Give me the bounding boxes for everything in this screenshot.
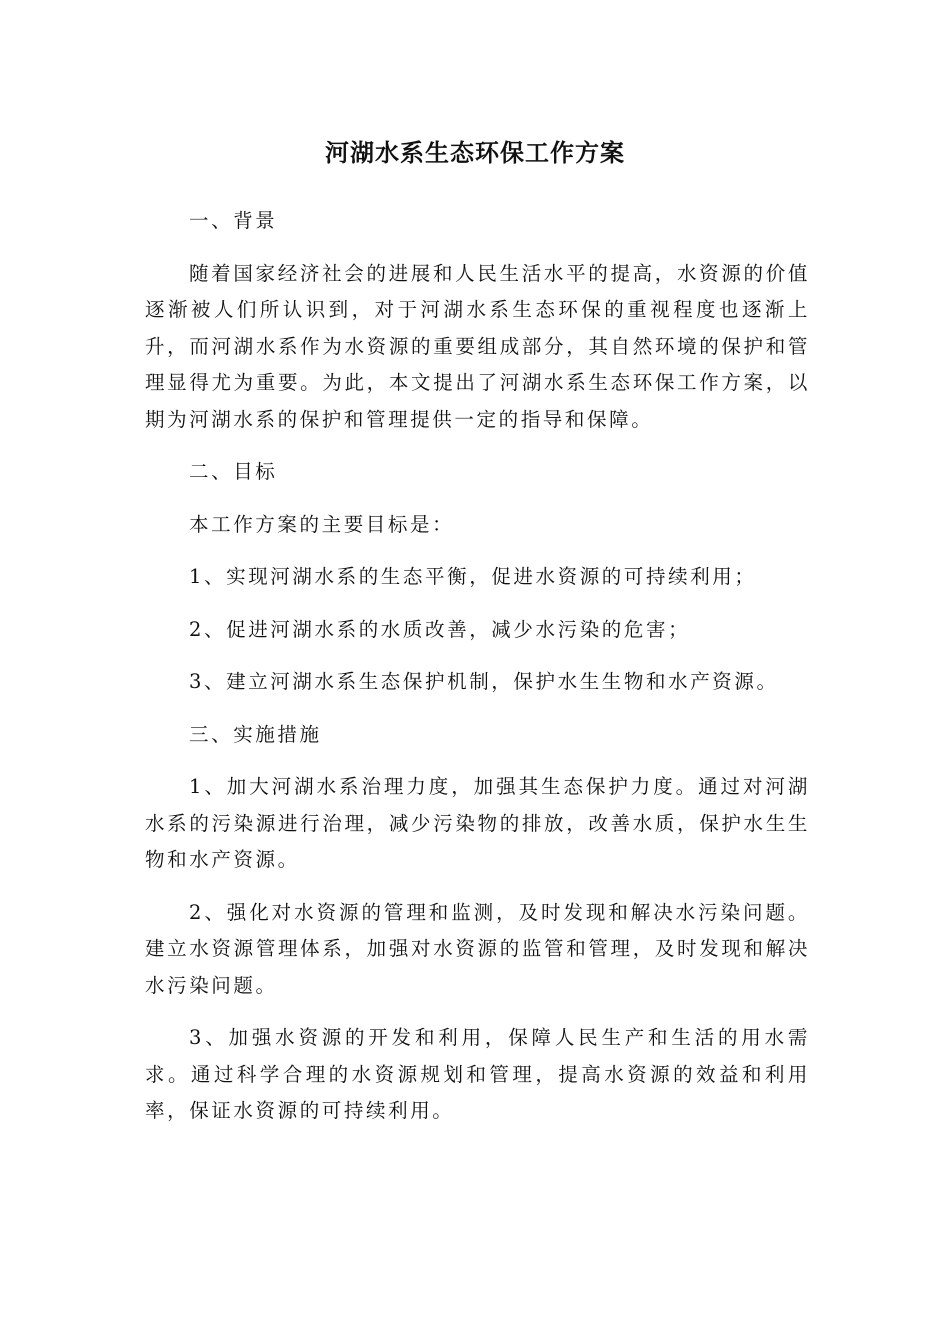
- measure-item: 3、加强水资源的开发和利用，保障人民生产和生活的用水需求。通过科学合理的水资源规划和管理，提高水资源的效益和利用率，保证水资源的可持续利用。: [145, 1026, 810, 1122]
- goal-item: 1、实现河湖水系的生态平衡，促进水资源的可持续利用；: [189, 565, 757, 588]
- section-heading-goals: 二、目标: [189, 460, 278, 483]
- goal-item: 2、促进河湖水系的水质改善，减少水污染的危害；: [189, 617, 691, 641]
- document-title: 河湖水系生态环保工作方案: [325, 139, 625, 167]
- section-heading-background: 一、背景: [189, 209, 278, 232]
- measure-item: 1、加大河湖水系治理力度，加强其生态保护力度。通过对河湖水系的污染源进行治理，减少污染物的排放，改善水质，保护水生生物和水产资源。: [145, 775, 810, 871]
- document-body: [145, 203, 810, 1146]
- goals-intro: 本工作方案的主要目标是：: [189, 512, 455, 536]
- background-paragraph: 随着国家经济社会的进展和人民生活水平的提高，水资源的价值逐渐被人们所认识到，对于河湖水系生态环保的重视程度也逐渐上升，而河湖水系作为水资源的重要组成部分，其自然环境的保护和管理显得尤为重要。为此，本文提出了河湖水系生态环保工作方案，以期为河湖水系的保护和管理提供一定的指导和保障。: [145, 261, 810, 431]
- section-heading-measures: 三、实施措施: [189, 722, 322, 746]
- goal-item: 3、建立河湖水系生态保护机制，保护水生生物和水产资源。: [189, 670, 779, 693]
- measure-item: 2、强化对水资源的管理和监测，及时发现和解决水污染问题。建立水资源管理体系，加强对水资源的监管和管理，及时发现和解决水污染问题。: [145, 900, 810, 997]
